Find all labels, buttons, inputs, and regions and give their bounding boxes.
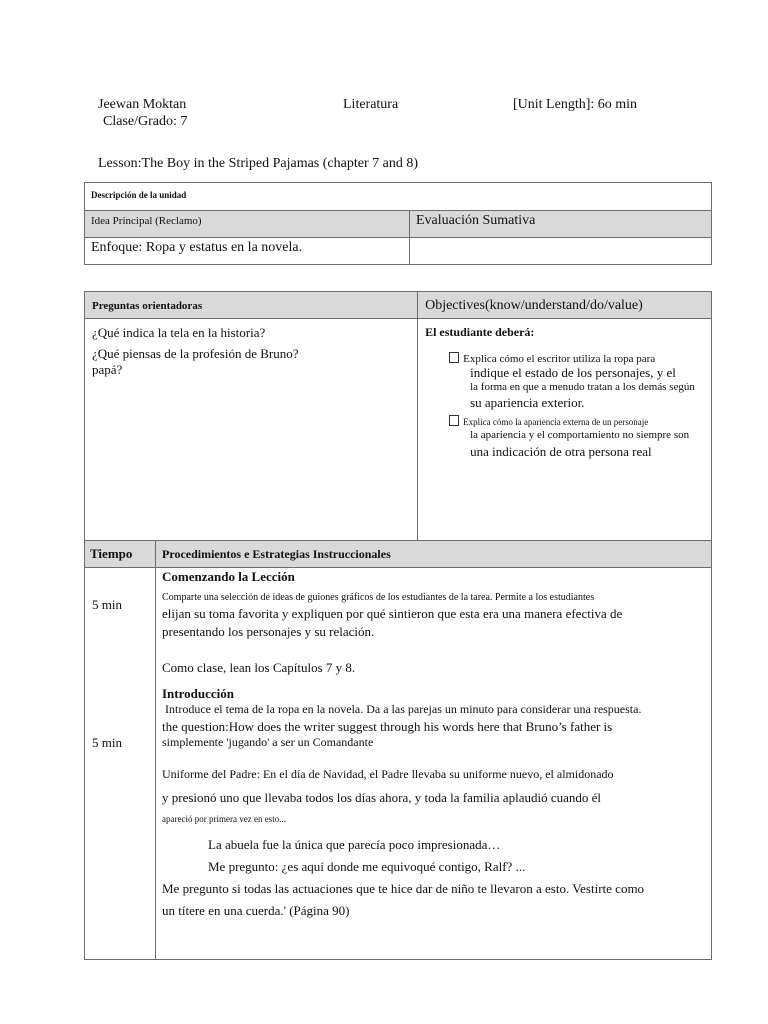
quote-line-7: un títere en una cuerda.' (Página 90) — [162, 903, 350, 918]
summative-cell — [410, 211, 712, 238]
intro-title: Introducción — [162, 686, 234, 701]
quote-line-3: apareció por primera vez en esto... — [162, 814, 286, 824]
start-line-2: elijan su toma favorita y expliquen por qué sintieron que esta era una manera efectiva de — [162, 606, 623, 621]
unit-description-label: Descripción de la unidad — [91, 190, 187, 200]
main-idea-label: Idea Principal (Reclamo) — [91, 215, 202, 227]
lesson-title: Lesson:The Boy in the Striped Pajamas (chapter 7 and 8) — [98, 156, 418, 171]
time-cell — [85, 568, 156, 960]
objective-2-line-1: Explica cómo la apariencia externa de un personaje — [425, 415, 704, 427]
summative-value-cell — [410, 238, 712, 265]
summative-label: Evaluación Sumativa — [416, 213, 536, 228]
objective-2-line-2: la apariencia y el comportamiento no siempre son — [470, 429, 690, 441]
quote-line-5: Me pregunto: ¿es aquí donde me equivoqué contigo, Ralf? ... — [208, 859, 526, 874]
quote-line-2: y presionó uno que llevaba todos los días ahora, y toda la familia aplaudió cuando él — [162, 790, 601, 805]
objective-1-line-2: indique el estado de los personajes, y el — [470, 365, 676, 380]
questions-header-cell — [85, 292, 418, 319]
objective-1-line-3: la forma en que a menudo tratan a los demás según — [470, 381, 695, 393]
start-line-1: Comparte una selección de ideas de guiones gráficos de los estudiantes de la tarea. Permite a los estudiantes — [162, 592, 595, 603]
time-header: Tiempo — [90, 546, 133, 561]
time-1: 5 min — [92, 597, 122, 612]
objective-1-line-1: Explica cómo el escritor utiliza la ropa para — [425, 352, 704, 365]
quote-line-1: Uniforme del Padre: En el día de Navidad, el Padre llevaba su uniforme nuevo, el almidonado — [162, 767, 614, 781]
question-1: ¿Qué indica la tela en la historia? — [92, 325, 266, 340]
quote-line-6: Me pregunto si todas las actuaciones que te hice dar de niño te llevaron a esto. Vestirte como — [162, 881, 645, 896]
objectives-header: Objectives(know/understand/do/value) — [425, 298, 643, 313]
teacher-name: Jeewan Moktan — [98, 97, 187, 112]
lesson-table — [84, 291, 712, 960]
time-header-cell — [85, 541, 156, 568]
start-line-3: presentando los personajes y su relación. — [162, 624, 375, 639]
subject: Literatura — [343, 97, 399, 112]
procedures-header-cell — [156, 541, 712, 568]
focus-text: Enfoque: Ropa y estatus en la novela. — [91, 240, 303, 255]
quote-line-4: La abuela fue la única que parecía poco impresionada… — [208, 837, 501, 852]
procedures-header: Procedimientos e Estrategias Instruccionales — [162, 547, 391, 561]
time-2: 5 min — [92, 735, 122, 750]
procedures-cell — [156, 568, 712, 960]
objective-2-line-3: una indicación de otra persona real — [470, 444, 652, 459]
grade: Clase/Grado: 7 — [103, 114, 188, 129]
focus-cell — [85, 238, 410, 265]
objectives-intro: El estudiante deberá: — [425, 325, 535, 339]
intro-line-2: the question:How does the writer suggest through his words here that Bruno’s father is — [162, 719, 613, 734]
question-2-line-1: ¿Qué piensas de la profesión de Bruno? — [92, 346, 299, 361]
start-title: Comenzando la Lección — [162, 569, 295, 584]
objectives-cell — [418, 319, 712, 541]
unit-table — [84, 182, 712, 265]
unit-description-cell — [85, 183, 712, 211]
question-2-line-2: papá? — [92, 362, 123, 377]
questions-cell — [85, 319, 418, 541]
questions-header: Preguntas orientadoras — [92, 300, 203, 312]
main-idea-cell — [85, 211, 410, 238]
checkbox-icon — [449, 352, 459, 363]
unit-length: [Unit Length]: 6o min — [513, 97, 638, 112]
read-line: Como clase, lean los Capítulos 7 y 8. — [162, 660, 356, 675]
intro-line-3: simplemente 'jugando' a ser un Comandante — [162, 735, 374, 749]
objectives-header-cell — [418, 292, 712, 319]
checkbox-icon — [449, 415, 459, 426]
intro-line-1: Introduce el tema de la ropa en la novela. Da a las parejas un minuto para considerar una respuesta. — [165, 702, 642, 716]
objective-1-line-4: su apariencia exterior. — [470, 395, 585, 410]
